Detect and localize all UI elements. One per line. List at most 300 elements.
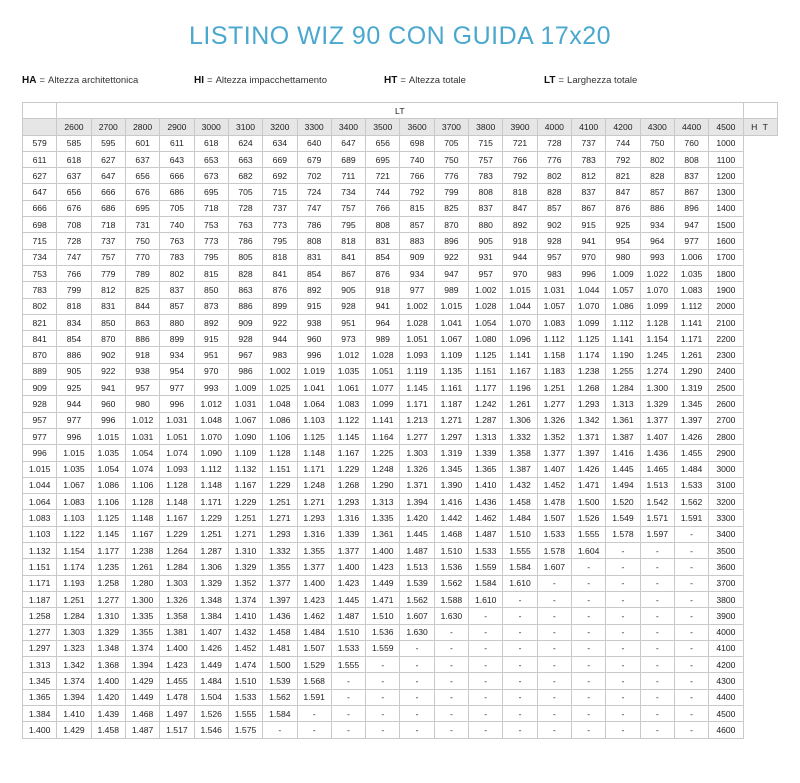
- cell: 1.293: [263, 526, 297, 542]
- cell: 1.555: [572, 526, 606, 542]
- cell: 977: [400, 282, 434, 298]
- cell: 1.151: [23, 559, 57, 575]
- table-row: [23, 314, 778, 330]
- cell: 1.251: [228, 510, 262, 526]
- cell: -: [537, 640, 571, 656]
- cell: 1.128: [640, 314, 674, 330]
- cell: -: [400, 673, 434, 689]
- cell: -: [263, 722, 297, 738]
- cell: 1.591: [297, 689, 331, 705]
- cell: 737: [572, 135, 606, 151]
- cell: 637: [125, 151, 159, 167]
- cell: 766: [57, 265, 91, 281]
- column-header-4500: 4500: [709, 119, 743, 135]
- cell: 905: [469, 233, 503, 249]
- cell: 944: [503, 249, 537, 265]
- cell: 934: [400, 265, 434, 281]
- cell: 1.015: [503, 282, 537, 298]
- cell: -: [572, 575, 606, 591]
- cell: 1.268: [572, 380, 606, 396]
- cell: 1.423: [366, 559, 400, 575]
- cell: 744: [606, 135, 640, 151]
- cell: 676: [57, 200, 91, 216]
- cell: 886: [640, 200, 674, 216]
- cell: 1.238: [125, 543, 159, 559]
- cell: -: [469, 624, 503, 640]
- cell: -: [366, 705, 400, 721]
- cell: 763: [228, 217, 262, 233]
- cell: 1.610: [503, 575, 537, 591]
- cell: 1.397: [674, 412, 708, 428]
- row-header-ht: 3200: [709, 494, 743, 510]
- cell: 1.300: [640, 380, 674, 396]
- cell: 618: [57, 151, 91, 167]
- cell: 1.384: [23, 705, 57, 721]
- cell: -: [640, 575, 674, 591]
- cell: 892: [194, 314, 228, 330]
- cell: 1.229: [263, 477, 297, 493]
- cell: 1.361: [606, 412, 640, 428]
- cell: 1.044: [572, 282, 606, 298]
- cell: 847: [503, 200, 537, 216]
- cell: -: [503, 624, 537, 640]
- cell: -: [366, 657, 400, 673]
- cell: 1.562: [400, 591, 434, 607]
- cell: 1.468: [125, 705, 159, 721]
- cell: -: [674, 543, 708, 559]
- cell: 880: [160, 314, 194, 330]
- cell: 1.465: [640, 461, 674, 477]
- cell: 808: [366, 217, 400, 233]
- cell: 1.549: [606, 510, 640, 526]
- cell: 728: [537, 135, 571, 151]
- cell: 1.190: [606, 347, 640, 363]
- cell: -: [572, 591, 606, 607]
- table-row: [23, 722, 778, 738]
- cell: 1.368: [91, 657, 125, 673]
- cell: 854: [57, 331, 91, 347]
- cell: 1.122: [57, 526, 91, 542]
- cell: 1.122: [331, 412, 365, 428]
- cell: 870: [23, 347, 57, 363]
- cell: 886: [125, 331, 159, 347]
- cell: 1.057: [606, 282, 640, 298]
- cell: -: [674, 705, 708, 721]
- cell: 808: [469, 184, 503, 200]
- row-header-ht: 3700: [709, 575, 743, 591]
- cell: 1.500: [572, 494, 606, 510]
- cell: 1.187: [23, 591, 57, 607]
- cell: 1.355: [297, 543, 331, 559]
- cell: 1.093: [160, 461, 194, 477]
- cell: 977: [23, 428, 57, 444]
- cell: 899: [263, 298, 297, 314]
- cell: 1.128: [263, 445, 297, 461]
- cell: 967: [228, 347, 262, 363]
- cell: -: [537, 705, 571, 721]
- cell: 1.012: [331, 347, 365, 363]
- cell: 1.106: [263, 428, 297, 444]
- cell: 1.352: [537, 428, 571, 444]
- cell: -: [606, 575, 640, 591]
- cell: 1.630: [400, 624, 434, 640]
- column-header-3700: 3700: [434, 119, 468, 135]
- cell: 993: [640, 249, 674, 265]
- cell: 1.513: [400, 559, 434, 575]
- cell: 996: [297, 347, 331, 363]
- row-header-ht: 4300: [709, 673, 743, 689]
- cell: 1.103: [297, 412, 331, 428]
- cell: -: [400, 640, 434, 656]
- cell: 1.449: [125, 689, 159, 705]
- cell: 1.290: [366, 477, 400, 493]
- cell: 1.536: [434, 559, 468, 575]
- cell: 837: [572, 184, 606, 200]
- table-row: [23, 445, 778, 461]
- cell: 776: [537, 151, 571, 167]
- cell: 1.112: [194, 461, 228, 477]
- cell: -: [640, 624, 674, 640]
- legend-text-lt: Larghezza totale: [567, 75, 638, 86]
- row-header-ht: 1600: [709, 233, 743, 249]
- cell: 925: [57, 380, 91, 396]
- cell: 1.245: [640, 347, 674, 363]
- cell: 983: [537, 265, 571, 281]
- cell: 1.284: [606, 380, 640, 396]
- cell: 695: [366, 151, 400, 167]
- cell: 721: [366, 168, 400, 184]
- cell: 1.316: [331, 510, 365, 526]
- cell: 1.394: [57, 689, 91, 705]
- cell: 1.303: [57, 624, 91, 640]
- cell: 863: [125, 314, 159, 330]
- cell: 1.329: [194, 575, 228, 591]
- cell: 718: [194, 200, 228, 216]
- cell: 643: [160, 151, 194, 167]
- row-header-ht: 1900: [709, 282, 743, 298]
- cell: 993: [194, 380, 228, 396]
- cell: 1.578: [606, 526, 640, 542]
- cell: 740: [400, 151, 434, 167]
- legend-code-ha: HA: [22, 75, 37, 86]
- cell: 1.112: [674, 298, 708, 314]
- cell: 1.187: [434, 396, 468, 412]
- cell: 1.274: [640, 363, 674, 379]
- cell: 1.051: [160, 428, 194, 444]
- cell: 1.019: [297, 363, 331, 379]
- legend-item-ht: [384, 75, 544, 86]
- cell: 1.031: [160, 412, 194, 428]
- cell: 1.229: [194, 510, 228, 526]
- cell: -: [331, 705, 365, 721]
- cell: 1.083: [57, 494, 91, 510]
- cell: 960: [297, 331, 331, 347]
- cell: 1.377: [331, 543, 365, 559]
- cell: 1.584: [263, 705, 297, 721]
- cell: 1.086: [91, 477, 125, 493]
- cell: -: [503, 722, 537, 738]
- cell: 1.135: [434, 363, 468, 379]
- cell: 1.077: [366, 380, 400, 396]
- cell: 854: [366, 249, 400, 265]
- cell: 1.035: [331, 363, 365, 379]
- cell: 1.487: [400, 543, 434, 559]
- cell: 1.148: [125, 510, 159, 526]
- cell: 1.148: [194, 477, 228, 493]
- column-header-2800: 2800: [125, 119, 159, 135]
- cell: 1.225: [366, 445, 400, 461]
- cell: -: [606, 543, 640, 559]
- cell: 1.041: [434, 314, 468, 330]
- cell: 934: [640, 217, 674, 233]
- cell: 928: [228, 331, 262, 347]
- cell: -: [366, 689, 400, 705]
- cell: 1.251: [263, 494, 297, 510]
- cell: 1.258: [91, 575, 125, 591]
- cell: 1.303: [160, 575, 194, 591]
- cell: 1.339: [331, 526, 365, 542]
- cell: -: [606, 657, 640, 673]
- cell: 1.035: [674, 265, 708, 281]
- cell: 1.610: [469, 591, 503, 607]
- cell: 1.009: [228, 380, 262, 396]
- cell: 957: [537, 249, 571, 265]
- cell: 1.306: [194, 559, 228, 575]
- cell: 1.420: [400, 510, 434, 526]
- cell: 1.300: [125, 591, 159, 607]
- cell: 1.348: [91, 640, 125, 656]
- cell: 825: [125, 282, 159, 298]
- cell: -: [537, 657, 571, 673]
- cell: 1.568: [297, 673, 331, 689]
- table-header-row: [23, 119, 778, 135]
- table-row: [23, 412, 778, 428]
- cell: 1.196: [503, 380, 537, 396]
- cell: 1.462: [297, 608, 331, 624]
- cell: 1.229: [160, 526, 194, 542]
- cell: 931: [469, 249, 503, 265]
- cell: 828: [537, 184, 571, 200]
- row-header-ht: 3500: [709, 543, 743, 559]
- cell: 957: [23, 412, 57, 428]
- cell: 795: [263, 233, 297, 249]
- cell: 1.529: [297, 657, 331, 673]
- cell: 1.070: [572, 298, 606, 314]
- cell: 1.054: [91, 461, 125, 477]
- cell: 1.436: [263, 608, 297, 624]
- cell: 1.319: [674, 380, 708, 396]
- cell: 1.452: [228, 640, 262, 656]
- cell: 802: [537, 168, 571, 184]
- cell: 1.002: [263, 363, 297, 379]
- cell: 637: [57, 168, 91, 184]
- cell: 1.145: [91, 526, 125, 542]
- cell: 1.497: [160, 705, 194, 721]
- cell: 944: [263, 331, 297, 347]
- row-header-ht: 1000: [709, 135, 743, 151]
- row-header-ht: 3900: [709, 608, 743, 624]
- cell: 964: [366, 314, 400, 330]
- cell: 747: [57, 249, 91, 265]
- cell: 715: [469, 135, 503, 151]
- cell: 812: [572, 168, 606, 184]
- cell: 1.604: [572, 543, 606, 559]
- cell: 850: [91, 314, 125, 330]
- cell: 1.112: [537, 331, 571, 347]
- cell: 1.248: [366, 461, 400, 477]
- cell: 595: [91, 135, 125, 151]
- cell: 883: [400, 233, 434, 249]
- cell: 1.167: [125, 526, 159, 542]
- cell: 915: [194, 331, 228, 347]
- cell: 989: [434, 282, 468, 298]
- cell: 1.507: [537, 510, 571, 526]
- cell: 721: [503, 135, 537, 151]
- cell: 1.074: [160, 445, 194, 461]
- cell: 1.125: [297, 428, 331, 444]
- column-header-3000: 3000: [194, 119, 228, 135]
- cell: 1.125: [572, 331, 606, 347]
- cell: 1.151: [469, 363, 503, 379]
- cell: 779: [91, 265, 125, 281]
- cell: 1.326: [400, 461, 434, 477]
- header-corner-cell: [23, 119, 57, 135]
- cell: 786: [228, 233, 262, 249]
- cell: 666: [23, 200, 57, 216]
- cell: 1.478: [537, 494, 571, 510]
- cell: 996: [160, 396, 194, 412]
- cell: 624: [228, 135, 262, 151]
- cell: 1.445: [606, 461, 640, 477]
- cell: 1.093: [400, 347, 434, 363]
- cell: 957: [469, 265, 503, 281]
- cell: 1.306: [503, 412, 537, 428]
- cell: 812: [91, 282, 125, 298]
- cell: 934: [160, 347, 194, 363]
- cell: -: [331, 689, 365, 705]
- cell: 1.044: [23, 477, 57, 493]
- cell: 773: [263, 217, 297, 233]
- cell: 715: [263, 184, 297, 200]
- cell: 786: [297, 217, 331, 233]
- row-header-ht: 2300: [709, 347, 743, 363]
- cell: -: [503, 705, 537, 721]
- cell: -: [640, 543, 674, 559]
- cell: 1.099: [366, 396, 400, 412]
- cell: 1.099: [572, 314, 606, 330]
- cell: 996: [572, 265, 606, 281]
- cell: 1.064: [23, 494, 57, 510]
- cell: 656: [125, 168, 159, 184]
- cell: 1.012: [194, 396, 228, 412]
- cell: 1.429: [57, 722, 91, 738]
- cell: 1.462: [469, 510, 503, 526]
- cell: 640: [297, 135, 331, 151]
- cell: 1.031: [228, 396, 262, 412]
- cell: 711: [331, 168, 365, 184]
- cell: 1.513: [640, 477, 674, 493]
- cell: 1.128: [125, 494, 159, 510]
- cell: 1.439: [91, 705, 125, 721]
- cell: 734: [331, 184, 365, 200]
- cell: 1.510: [366, 608, 400, 624]
- table-row: [23, 233, 778, 249]
- cell: 902: [537, 217, 571, 233]
- cell: 757: [469, 151, 503, 167]
- cell: 1.090: [194, 445, 228, 461]
- cell: 663: [228, 151, 262, 167]
- cell: 1.035: [57, 461, 91, 477]
- cell: 708: [57, 217, 91, 233]
- cell: 880: [469, 217, 503, 233]
- cell: 1.507: [297, 640, 331, 656]
- cell: 831: [366, 233, 400, 249]
- cell: 1.533: [537, 526, 571, 542]
- cell: 757: [91, 249, 125, 265]
- cell: 818: [263, 249, 297, 265]
- table-row: [23, 461, 778, 477]
- cell: 825: [434, 200, 468, 216]
- cell: -: [674, 575, 708, 591]
- cell: 627: [23, 168, 57, 184]
- cell: 695: [125, 200, 159, 216]
- row-header-ht: 1800: [709, 265, 743, 281]
- cell: 1.335: [125, 608, 159, 624]
- cell: 1.277: [23, 624, 57, 640]
- cell: 1.255: [606, 363, 640, 379]
- cell: 695: [194, 184, 228, 200]
- cell: 1.271: [263, 510, 297, 526]
- cell: 702: [297, 168, 331, 184]
- cell: 1.268: [331, 477, 365, 493]
- cell: 766: [366, 200, 400, 216]
- cell: -: [469, 705, 503, 721]
- row-header-ht: 1700: [709, 249, 743, 265]
- row-header-ht: 2400: [709, 363, 743, 379]
- cell: 876: [263, 282, 297, 298]
- column-header-4400: 4400: [674, 119, 708, 135]
- cell: 996: [91, 412, 125, 428]
- legend-item-lt: [544, 75, 637, 86]
- table-row: [23, 494, 778, 510]
- cell: 1.458: [91, 722, 125, 738]
- cell: -: [674, 722, 708, 738]
- cell: 656: [366, 135, 400, 151]
- cell: 1.436: [640, 445, 674, 461]
- cell: 1.397: [263, 591, 297, 607]
- cell: 909: [400, 249, 434, 265]
- cell: 1.154: [640, 331, 674, 347]
- cell: 954: [606, 233, 640, 249]
- cell: 1.070: [503, 314, 537, 330]
- cell: -: [572, 689, 606, 705]
- cell: 996: [57, 428, 91, 444]
- cell: -: [537, 689, 571, 705]
- cell: 1.303: [400, 445, 434, 461]
- row-header-ht: 1400: [709, 200, 743, 216]
- cell: 1.487: [469, 526, 503, 542]
- row-header-ht: 4000: [709, 624, 743, 640]
- cell: 1.539: [400, 575, 434, 591]
- cell: 1.280: [125, 575, 159, 591]
- cell: 1.106: [125, 477, 159, 493]
- legend-eq-lt: =: [558, 75, 565, 86]
- cell: 821: [23, 314, 57, 330]
- cell: 1.271: [228, 526, 262, 542]
- cell: 986: [228, 363, 262, 379]
- cell: 1.510: [503, 526, 537, 542]
- cell: 1.167: [228, 477, 262, 493]
